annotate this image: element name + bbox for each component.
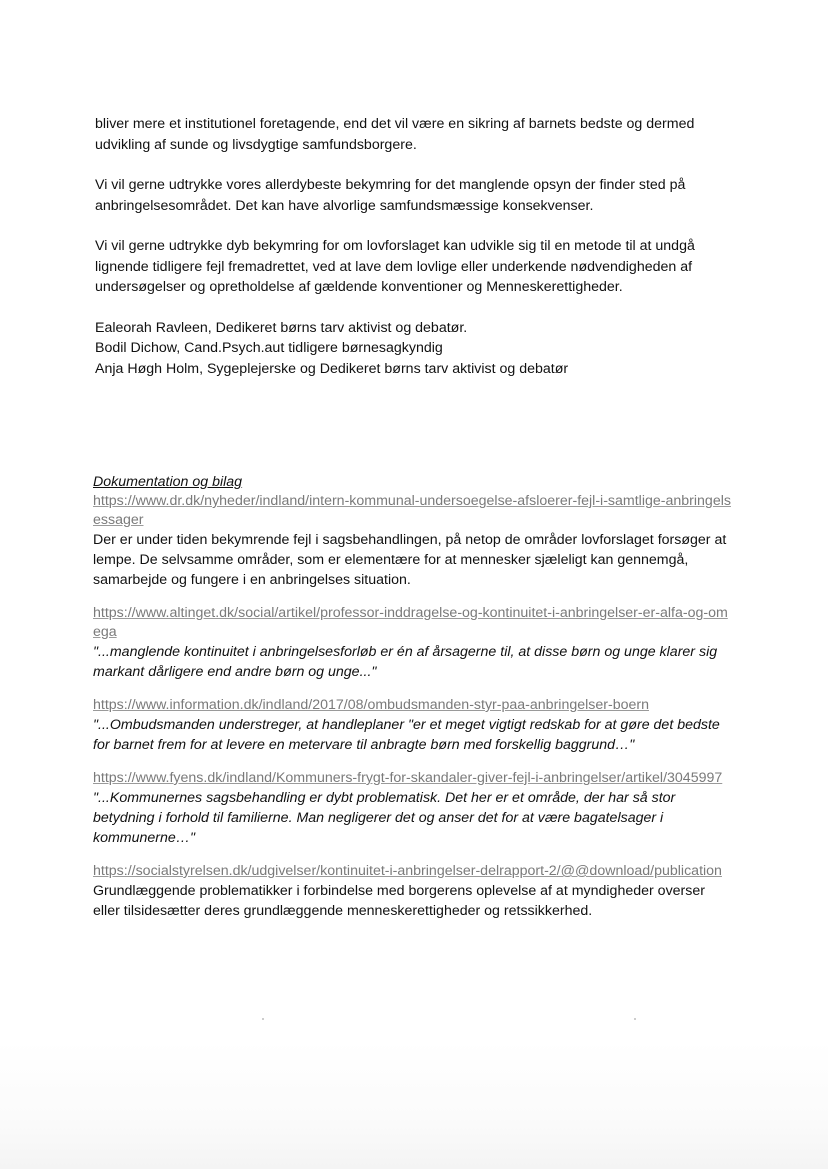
reference-link[interactable]: https://www.altinget.dk/social/artikel/professor-inddragelse-og-kontinuitet-i-anbringelser-er-alfa-og-omega [93, 605, 728, 640]
reference-link[interactable]: https://www.fyens.dk/indland/Kommuners-frygt-for-skandaler-giver-fejl-i-anbringelser/artikel/3045997 [93, 770, 723, 786]
documentation-heading: Dokumentation og bilag [93, 474, 243, 490]
reference-description: Grundlæggende problematikker i forbindelse med borgerens oplevelse af at myndigheder overser eller tilsidesætter deres grundlæggende menneskerettigheder og retssikkerhed. [93, 883, 705, 919]
signature-block [95, 318, 735, 380]
reference-item [93, 862, 733, 921]
reference-item [93, 492, 733, 590]
reference-description: Der er under tiden bekymrende fejl i sagsbehandlingen, på netop de områder lovforslaget forsøger at lempe. De selvsamme områder, som er elementære for at mennesker sjæleligt kan gennemgå, samarbejde og fungere i en anbringelses situation. [93, 532, 727, 588]
reference-quote: "...Kommunernes sagsbehandling er dybt problematisk. Det her er et område, der har så stor betydning i forhold til familierne. Man negligerer det og anser det for at være bagatelsager i kommunerne…" [93, 790, 676, 846]
reference-item [93, 769, 733, 848]
signature-line: Bodil Dichow, Cand.Psych.aut tidligere børnesagkyndig [95, 340, 443, 356]
paragraph-continuation: bliver mere et institutionel foretagende, end det vil være en sikring af barnets bedste og dermed udvikling af sunde og livsdygtige samfundsborgere. [95, 116, 695, 153]
reference-item [93, 604, 733, 682]
reference-link[interactable]: https://www.information.dk/indland/2017/08/ombudsmanden-styr-paa-anbringelser-boern [93, 697, 649, 713]
signature-line: Anja Høgh Holm, Sygeplejerske og Dedikeret børns tarv aktivist og debatør [95, 360, 569, 377]
scan-speck [634, 1018, 636, 1020]
reference-link[interactable]: https://socialstyrelsen.dk/udgivelser/kontinuitet-i-anbringelser-delrapport-2/@@download/publication [93, 863, 722, 879]
signature-line: Ealeorah Ravleen, Dedikeret børns tarv aktivist og debatør. [95, 319, 468, 336]
scan-speck [262, 1018, 264, 1020]
reference-quote: "...Ombudsmanden understreger, at handleplaner "er et meget vigtigt redskab for at gøre det bedste for barnet frem for at levere en metervare til anbragte børn med forskellig baggrund…" [93, 717, 720, 753]
scan-shading [0, 1040, 828, 1169]
reference-quote: "...manglende kontinuitet i anbringelsesforløb er én af årsagerne til, at disse børn og unge klarer sig markant dårligere end andre børn og unge..." [93, 644, 718, 680]
paragraph-concern-oversight: Vi vil gerne udtrykke vores allerdybeste bekymring for det manglende opsyn der finder sted på anbringelsesområdet. Det kan have alvorlige samfundsmæssige konsekvenser. [95, 177, 686, 214]
letter-body [95, 114, 735, 379]
paragraph-concern-bill: Vi vil gerne udtrykke dyb bekymring for om lovforslaget kan udvikle sig til en metode til at undgå lignende tidligere fejl fremadrettet, ved at lave dem lovlige eller underkende nødvendigheden af undersøgelser og opretholdelse af gældende konventioner og Menneskerettigheder. [95, 238, 695, 295]
documentation-section [93, 473, 733, 921]
reference-link[interactable]: https://www.dr.dk/nyheder/indland/intern-kommunal-undersoegelse-afsloerer-fejl-i-samtlige-anbringelsessager [93, 493, 731, 528]
reference-item [93, 696, 733, 755]
